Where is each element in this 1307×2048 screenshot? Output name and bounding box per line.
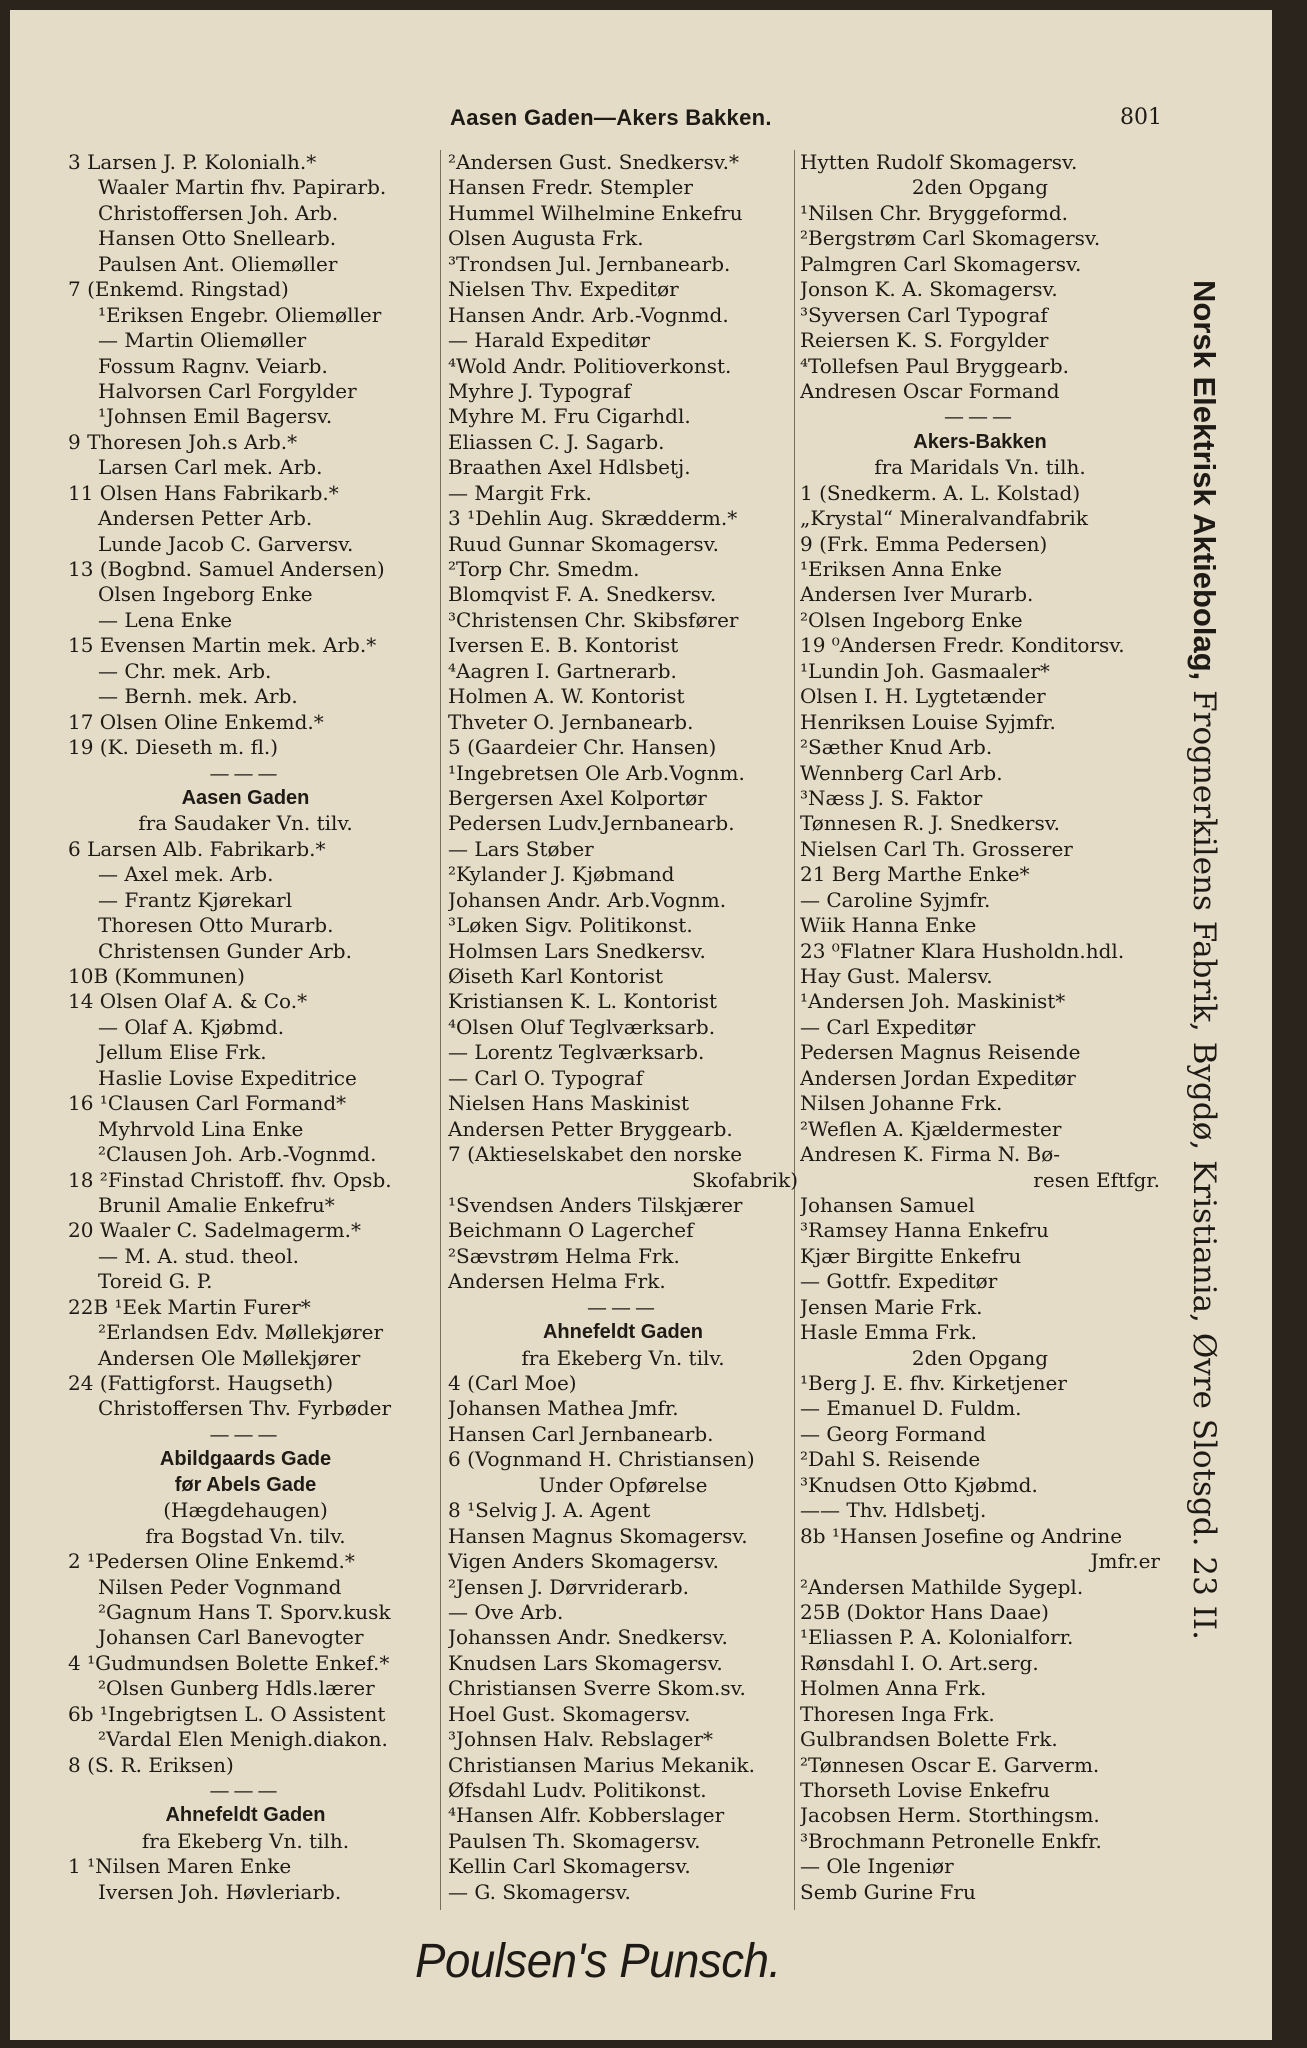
directory-entry: Johansen Mathea Jmfr. bbox=[448, 1396, 679, 1421]
directory-entry: Holmen Anna Frk. bbox=[800, 1676, 987, 1701]
directory-entry: Holmen A. W. Kontorist bbox=[448, 684, 685, 709]
directory-entry: Gulbrandsen Bolette Frk. bbox=[800, 1727, 1058, 1752]
directory-entry: 3 ¹Dehlin Aug. Skrædderm.* bbox=[448, 506, 738, 531]
directory-entry: — Ole Ingeniør bbox=[800, 1854, 954, 1879]
directory-entry: ²Gagnum Hans T. Sporv.kusk bbox=[98, 1599, 391, 1624]
directory-entry: ¹Lundin Joh. Gasmaaler* bbox=[800, 658, 1050, 683]
directory-entry: Palmgren Carl Skomagersv. bbox=[800, 251, 1082, 276]
directory-column-2 bbox=[448, 150, 798, 1905]
directory-entry: Jensen Marie Frk. bbox=[800, 1294, 983, 1319]
directory-entry: Jonson K. A. Skomagersv. bbox=[800, 277, 1058, 302]
directory-entry: Andersen Helma Frk. bbox=[448, 1269, 666, 1294]
directory-entry: — Frantz Kjørekarl bbox=[98, 887, 293, 912]
directory-entry: Johansen Carl Banevogter bbox=[98, 1625, 364, 1650]
directory-entry: Nilsen Johanne Frk. bbox=[800, 1091, 1003, 1116]
directory-entry: Myhrvold Lina Enke bbox=[98, 1116, 304, 1141]
section-separator: ——— bbox=[944, 404, 1016, 429]
directory-entry: Andersen Ole Møllekjører bbox=[98, 1345, 361, 1370]
directory-entry: Thveter O. Jernbanearb. bbox=[448, 709, 694, 734]
directory-entry: 19 ⁰Andersen Fredr. Konditorsv. bbox=[800, 633, 1125, 658]
directory-entry: ²Sæther Knud Arb. bbox=[800, 735, 993, 760]
directory-entry: 15 Evensen Martin mek. Arb.* bbox=[68, 633, 377, 658]
directory-entry: 9 (Frk. Emma Pedersen) bbox=[800, 531, 1048, 556]
directory-entry: Christiansen Sverre Skom.sv. bbox=[448, 1676, 746, 1701]
directory-entry: Nielsen Thv. Expeditør bbox=[448, 277, 679, 302]
directory-entry: Nilsen Peder Vognmand bbox=[98, 1574, 342, 1599]
directory-entry: Hansen Otto Snellearb. bbox=[98, 226, 337, 251]
directory-entry: 6 Larsen Alb. Fabrikarb.* bbox=[68, 836, 326, 861]
directory-entry: ³Johnsen Halv. Rebslager* bbox=[448, 1727, 714, 1752]
directory-entry: ³Brochmann Petronelle Enkfr. bbox=[800, 1828, 1102, 1853]
directory-entry: Lunde Jacob C. Garversv. bbox=[98, 531, 354, 556]
directory-entry: Nielsen Hans Maskinist bbox=[448, 1091, 690, 1116]
directory-entry: — Olaf A. Kjøbmd. bbox=[98, 1014, 285, 1039]
directory-entry: ⁴Wold Andr. Politioverkonst. bbox=[448, 353, 732, 378]
directory-entry: Kjær Birgitte Enkefru bbox=[800, 1243, 1022, 1268]
directory-entry: 8 (S. R. Eriksen) bbox=[68, 1752, 234, 1777]
section-separator: ——— bbox=[209, 760, 282, 785]
directory-entry: Bergersen Axel Kolportør bbox=[448, 785, 707, 810]
directory-entry: Hasle Emma Frk. bbox=[800, 1320, 977, 1345]
directory-entry: 9 Thoresen Joh.s Arb.* bbox=[68, 429, 298, 454]
directory-entry: Andersen Petter Arb. bbox=[98, 506, 313, 531]
directory-entry: ¹Andersen Joh. Maskinist* bbox=[800, 989, 1066, 1014]
directory-entry: 5 (Gaardeier Chr. Hansen) bbox=[448, 735, 717, 760]
directory-entry: ²Bergstrøm Carl Skomagersv. bbox=[800, 226, 1101, 251]
directory-entry: Jacobsen Herm. Storthingsm. bbox=[800, 1803, 1100, 1828]
directory-entry: Myhre J. Typograf bbox=[448, 378, 631, 403]
page-header-title: Aasen Gaden—Akers Bakken. bbox=[450, 105, 772, 130]
directory-entry: Braathen Axel Hdlsbetj. bbox=[448, 455, 691, 480]
directory-entry: ¹Johnsen Emil Bagersv. bbox=[98, 404, 333, 429]
directory-entry: ¹Berg J. E. fhv. Kirketjener bbox=[800, 1371, 1067, 1395]
section-separator: ——— bbox=[209, 1778, 282, 1802]
directory-entry: Halvorsen Carl Forgylder bbox=[98, 378, 357, 403]
directory-entry: Semb Gurine Fru bbox=[800, 1879, 976, 1904]
directory-entry: Iversen E. B. Kontorist bbox=[448, 633, 679, 658]
directory-entry: Christensen Gunder Arb. bbox=[98, 938, 352, 963]
directory-entry: Hansen Andr. Arb.-Vognmd. bbox=[448, 302, 729, 327]
directory-entry: (Hægdehaugen) bbox=[163, 1498, 328, 1523]
directory-entry: Henriksen Louise Syjmfr. bbox=[800, 709, 1056, 734]
footer-advertisement: Poulsen's Punsch. bbox=[415, 1935, 781, 1988]
directory-entry: ¹Nilsen Chr. Bryggeformd. bbox=[800, 200, 1069, 225]
directory-entry: 14 Olsen Olaf A. & Co.* bbox=[68, 989, 308, 1014]
directory-entry: Nielsen Carl Th. Grosserer bbox=[800, 836, 1073, 861]
directory-entry: ²Andersen Gust. Snedkersv.* bbox=[448, 150, 740, 174]
directory-entry: Johansen Samuel bbox=[800, 1192, 975, 1217]
directory-entry: Olsen Ingeborg Enke bbox=[98, 582, 313, 607]
directory-entry: Jmfr.er bbox=[1090, 1549, 1160, 1574]
directory-entry: Haslie Lovise Expeditrice bbox=[98, 1065, 357, 1090]
directory-entry: Andersen Jordan Expeditør bbox=[800, 1065, 1076, 1090]
directory-entry: Christoffersen Joh. Arb. bbox=[98, 200, 339, 225]
directory-entry: 17 Olsen Oline Enkemd.* bbox=[68, 709, 324, 734]
directory-entry: — Martin Oliemøller bbox=[98, 328, 307, 353]
directory-entry: ²Vardal Elen Menigh.diakon. bbox=[98, 1727, 388, 1752]
directory-entry: Johansen Andr. Arb.Vognm. bbox=[448, 887, 727, 912]
directory-entry: ²Sævstrøm Helma Frk. bbox=[448, 1243, 680, 1268]
directory-entry: — Axel mek. Arb. bbox=[98, 862, 274, 887]
directory-entry: ¹Eriksen Anna Enke bbox=[800, 557, 1002, 581]
directory-entry: — M. A. stud. theol. bbox=[98, 1243, 299, 1268]
directory-entry: Eliassen C. J. Sagarb. bbox=[448, 429, 665, 454]
street-heading: Akers-Bakken bbox=[913, 430, 1047, 453]
directory-entry: Waaler Martin fhv. Papirarb. bbox=[98, 175, 387, 200]
directory-entry: 23 ⁰Flatner Klara Husholdn.hdl. bbox=[800, 938, 1125, 963]
directory-entry: — Lorentz Teglværksarb. bbox=[448, 1040, 705, 1065]
directory-entry: 4 ¹Gudmundsen Bolette Enkef.* bbox=[68, 1650, 390, 1675]
directory-entry: 4 (Carl Moe) bbox=[448, 1371, 577, 1395]
directory-entry: ²Erlandsen Edv. Møllekjører bbox=[98, 1320, 384, 1345]
directory-entry: — Gottfr. Expeditør bbox=[800, 1269, 998, 1294]
directory-entry: ⁴Hansen Alfr. Kobberslager bbox=[448, 1803, 725, 1828]
page-number: 801 bbox=[1120, 105, 1162, 130]
directory-entry: — Bernh. mek. Arb. bbox=[98, 684, 298, 709]
directory-entry: Christoffersen Thv. Fyrbøder bbox=[98, 1396, 392, 1421]
directory-entry: ²Jensen J. Dørvriderarb. bbox=[448, 1574, 690, 1599]
directory-entry: 11 Olsen Hans Fabrikarb.* bbox=[68, 480, 339, 505]
directory-entry: Kristiansen K. L. Kontorist bbox=[448, 989, 718, 1014]
directory-entry: 22B ¹Eek Martin Furer* bbox=[68, 1294, 311, 1319]
directory-entry: Andresen K. Firma N. Bø- bbox=[800, 1142, 1061, 1167]
directory-entry: Olsen I. H. Lygtetænder bbox=[800, 684, 1046, 709]
directory-entry: — Lars Støber bbox=[448, 836, 594, 861]
directory-entry: — Chr. mek. Arb. bbox=[98, 658, 272, 683]
directory-entry: Kellin Carl Skomagersv. bbox=[448, 1854, 691, 1879]
directory-entry: 8b ¹Hansen Josefine og Andrine bbox=[800, 1523, 1123, 1548]
directory-entry: fra Ekeberg Vn. tilv. bbox=[521, 1345, 725, 1370]
directory-entry: — Margit Frk. bbox=[448, 480, 592, 505]
directory-entry: Knudsen Lars Skomagersv. bbox=[448, 1650, 723, 1675]
street-heading: Aasen Gaden bbox=[181, 786, 310, 809]
directory-entry: 7 (Enkemd. Ringstad) bbox=[68, 277, 289, 302]
directory-entry: Blomqvist F. A. Snedkersv. bbox=[448, 582, 717, 607]
directory-entry: ²Olsen Gunberg Hdls.lærer bbox=[98, 1676, 375, 1701]
directory-entry: ¹Svendsen Anders Tilskjærer bbox=[448, 1192, 743, 1217]
directory-entry: 13 (Bogbnd. Samuel Andersen) bbox=[68, 557, 385, 581]
directory-entry: Larsen Carl mek. Arb. bbox=[98, 455, 323, 480]
directory-entry: „Krystal“ Mineralvandfabrik bbox=[800, 506, 1088, 531]
directory-entry: ²Dahl S. Reisende bbox=[800, 1447, 981, 1472]
directory-entry: Pedersen Magnus Reisende bbox=[800, 1040, 1081, 1065]
directory-entry: ³Christensen Chr. Skibsfører bbox=[448, 607, 739, 632]
directory-entry: ³Trondsen Jul. Jernbanearb. bbox=[448, 251, 731, 276]
street-heading: Ahnefeldt Gaden bbox=[165, 1804, 326, 1827]
directory-entry: 21 Berg Marthe Enke* bbox=[800, 862, 1030, 887]
directory-entry: 19 (K. Dieseth m. fl.) bbox=[68, 735, 279, 760]
directory-entry: fra Bogstad Vn. tilv. bbox=[145, 1523, 346, 1548]
directory-entry: 20 Waaler C. Sadelmagerm.* bbox=[68, 1218, 361, 1243]
side-ad-address: Frognerkilens Fabrik, Bygdø, Kristiania, Øvre Slotsgd. 23 II. bbox=[1186, 680, 1222, 1640]
directory-entry: 16 ¹Clausen Carl Formand* bbox=[68, 1091, 347, 1116]
directory-entry: 10B (Kommunen) bbox=[68, 964, 245, 988]
directory-entry: ³Løken Sigv. Politikonst. bbox=[448, 913, 693, 938]
directory-entry: Johanssen Andr. Snedkersv. bbox=[448, 1625, 728, 1650]
directory-entry: 2den Opgang bbox=[911, 175, 1049, 200]
directory-entry: 1 (Snedkerm. A. L. Kolstad) bbox=[800, 480, 1081, 505]
directory-entry: 7 (Aktieselskabet den norske bbox=[448, 1142, 743, 1167]
directory-entry: — Harald Expeditør bbox=[448, 328, 651, 353]
directory-entry: Myhre M. Fru Cigarhdl. bbox=[448, 404, 691, 429]
directory-entry: — Caroline Syjmfr. bbox=[800, 887, 991, 912]
directory-entry: Skofabrik) bbox=[692, 1167, 798, 1192]
directory-entry: —— Thv. Hdlsbetj. bbox=[800, 1498, 987, 1523]
street-heading: Abildgaards Gade bbox=[159, 1448, 332, 1471]
directory-entry: 2den Opgang bbox=[911, 1345, 1049, 1370]
directory-entry: Hansen Fredr. Stempler bbox=[448, 175, 693, 200]
directory-entry: 25B (Doktor Hans Daae) bbox=[800, 1599, 1049, 1624]
directory-entry: 1 ¹Nilsen Maren Enke bbox=[68, 1854, 292, 1879]
directory-entry: Reiersen K. S. Forgylder bbox=[800, 328, 1049, 353]
directory-entry: ²Olsen Ingeborg Enke bbox=[800, 607, 1023, 632]
directory-entry: Andersen Iver Murarb. bbox=[800, 582, 1034, 607]
directory-entry: ¹Ingebretsen Ole Arb.Vognm. bbox=[448, 760, 745, 785]
directory-entry: ²Clausen Joh. Arb.-Vognmd. bbox=[98, 1142, 377, 1167]
directory-entry: 24 (Fattigforst. Haugseth) bbox=[68, 1371, 334, 1395]
directory-entry: Thorseth Lovise Enkefru bbox=[800, 1778, 1050, 1802]
directory-entry: Wennberg Carl Arb. bbox=[800, 760, 1003, 785]
directory-entry: ²Tønnesen Oscar E. Garverm. bbox=[800, 1752, 1100, 1777]
directory-entry: Ruud Gunnar Skomagersv. bbox=[448, 531, 719, 556]
directory-entry: Fossum Ragnv. Veiarb. bbox=[98, 353, 328, 378]
directory-entry: fra Saudaker Vn. tilv. bbox=[138, 811, 353, 836]
directory-entry: Øiseth Karl Kontorist bbox=[448, 964, 664, 988]
directory-entry: — Ove Arb. bbox=[448, 1599, 564, 1624]
directory-entry: Øfsdahl Ludv. Politikonst. bbox=[448, 1778, 707, 1802]
directory-entry: Andersen Petter Bryggearb. bbox=[448, 1116, 733, 1141]
directory-entry: Holmsen Lars Snedkersv. bbox=[448, 938, 706, 963]
directory-entry: Toreid G. P. bbox=[98, 1269, 213, 1294]
directory-entry: Hansen Magnus Skomagersv. bbox=[448, 1523, 748, 1548]
directory-entry: — Georg Formand bbox=[800, 1421, 986, 1446]
directory-entry: ⁴Olsen Oluf Teglværksarb. bbox=[448, 1014, 716, 1039]
directory-entry: 18 ²Finstad Christoff. fhv. Opsb. bbox=[68, 1167, 392, 1192]
directory-entry: 8 ¹Selvig J. A. Agent bbox=[448, 1498, 651, 1523]
side-ad-company: Norsk Elektrisk Aktiebolag, bbox=[1187, 280, 1222, 681]
directory-entry: Brunil Amalie Enkefru* bbox=[98, 1192, 335, 1217]
street-heading: Ahnefeldt Gaden bbox=[542, 1321, 703, 1344]
side-advertisement bbox=[1182, 280, 1226, 1900]
directory-entry: Wiik Hanna Enke bbox=[800, 913, 977, 938]
directory-entry: 6 (Vognmand H. Christiansen) bbox=[448, 1447, 755, 1472]
directory-entry: — Emanuel D. Fuldm. bbox=[800, 1396, 1022, 1421]
directory-entry: fra Ekeberg Vn. tilh. bbox=[141, 1828, 350, 1853]
directory-entry: ²Torp Chr. Smedm. bbox=[448, 557, 640, 581]
directory-page bbox=[10, 10, 1272, 2040]
directory-entry: Vigen Anders Skomagersv. bbox=[448, 1549, 720, 1574]
directory-entry: Thoresen Inga Frk. bbox=[800, 1701, 995, 1726]
directory-entry: Hay Gust. Malersv. bbox=[800, 964, 993, 988]
directory-entry: Thoresen Otto Murarb. bbox=[98, 913, 334, 938]
directory-entry: ²Andersen Mathilde Sygepl. bbox=[800, 1574, 1084, 1599]
section-separator: ——— bbox=[209, 1421, 282, 1446]
directory-entry: — G. Skomagersv. bbox=[448, 1879, 631, 1904]
directory-entry: ²Weflen A. Kjældermester bbox=[800, 1116, 1062, 1141]
directory-entry: ³Syversen Carl Typograf bbox=[800, 302, 1048, 327]
directory-column-3 bbox=[800, 150, 1160, 1905]
directory-entry: ³Ramsey Hanna Enkefru bbox=[800, 1218, 1049, 1243]
directory-entry: Olsen Augusta Frk. bbox=[448, 226, 644, 251]
directory-entry: ¹Eriksen Engebr. Oliemøller bbox=[98, 302, 382, 327]
directory-entry: Tønnesen R. J. Snedkersv. bbox=[800, 811, 1060, 836]
directory-entry: ⁴Tollefsen Paul Bryggearb. bbox=[800, 353, 1069, 378]
section-separator: ——— bbox=[587, 1294, 659, 1319]
directory-entry: Paulsen Ant. Oliemøller bbox=[98, 251, 338, 276]
directory-entry: Under Opførelse bbox=[538, 1472, 708, 1497]
directory-entry: Rønsdahl I. O. Art.serg. bbox=[800, 1650, 1039, 1675]
directory-entry: Hytten Rudolf Skomagersv. bbox=[800, 150, 1078, 174]
street-heading: før Abels Gade bbox=[174, 1473, 317, 1496]
directory-entry: resen Eftfgr. bbox=[1033, 1167, 1160, 1192]
directory-entry: — Lena Enke bbox=[98, 607, 233, 632]
directory-column-1 bbox=[68, 150, 423, 1905]
directory-entry: — Carl O. Typograf bbox=[448, 1065, 644, 1090]
directory-entry: Jellum Elise Frk. bbox=[98, 1040, 267, 1065]
directory-entry: Hansen Carl Jernbanearb. bbox=[448, 1421, 714, 1446]
side-advertisement-text bbox=[1182, 280, 1226, 1640]
directory-entry: Hummel Wilhelmine Enkefru bbox=[448, 200, 743, 225]
directory-entry: Iversen Joh. Høvleriarb. bbox=[98, 1879, 342, 1904]
directory-entry: ³Knudsen Otto Kjøbmd. bbox=[800, 1472, 1038, 1497]
directory-entry: 6b ¹Ingebrigtsen L. O Assistent bbox=[68, 1701, 386, 1726]
directory-entry: — Carl Expeditør bbox=[800, 1014, 976, 1039]
directory-entry: Andresen Oscar Formand bbox=[800, 378, 1060, 403]
directory-entry: Hoel Gust. Skomagersv. bbox=[448, 1701, 691, 1726]
directory-entry: Pedersen Ludv.Jernbanearb. bbox=[448, 811, 735, 836]
column-divider bbox=[440, 150, 441, 1910]
directory-entry: Paulsen Th. Skomagersv. bbox=[448, 1828, 701, 1853]
directory-entry: ²Kylander J. Kjøbmand bbox=[448, 862, 675, 887]
directory-entry: ⁴Aagren I. Gartnerarb. bbox=[448, 658, 677, 683]
directory-entry: 3 Larsen J. P. Kolonialh.* bbox=[68, 150, 317, 174]
directory-entry: Christiansen Marius Mekanik. bbox=[448, 1752, 755, 1777]
directory-entry: ¹Eliassen P. A. Kolonialforr. bbox=[800, 1625, 1074, 1650]
directory-entry: fra Maridals Vn. tilh. bbox=[874, 455, 1086, 480]
directory-entry: Beichmann O Lagerchef bbox=[448, 1218, 694, 1243]
directory-entry: 2 ¹Pedersen Oline Enkemd.* bbox=[68, 1549, 355, 1574]
directory-entry: ³Næss J. S. Faktor bbox=[800, 785, 983, 810]
